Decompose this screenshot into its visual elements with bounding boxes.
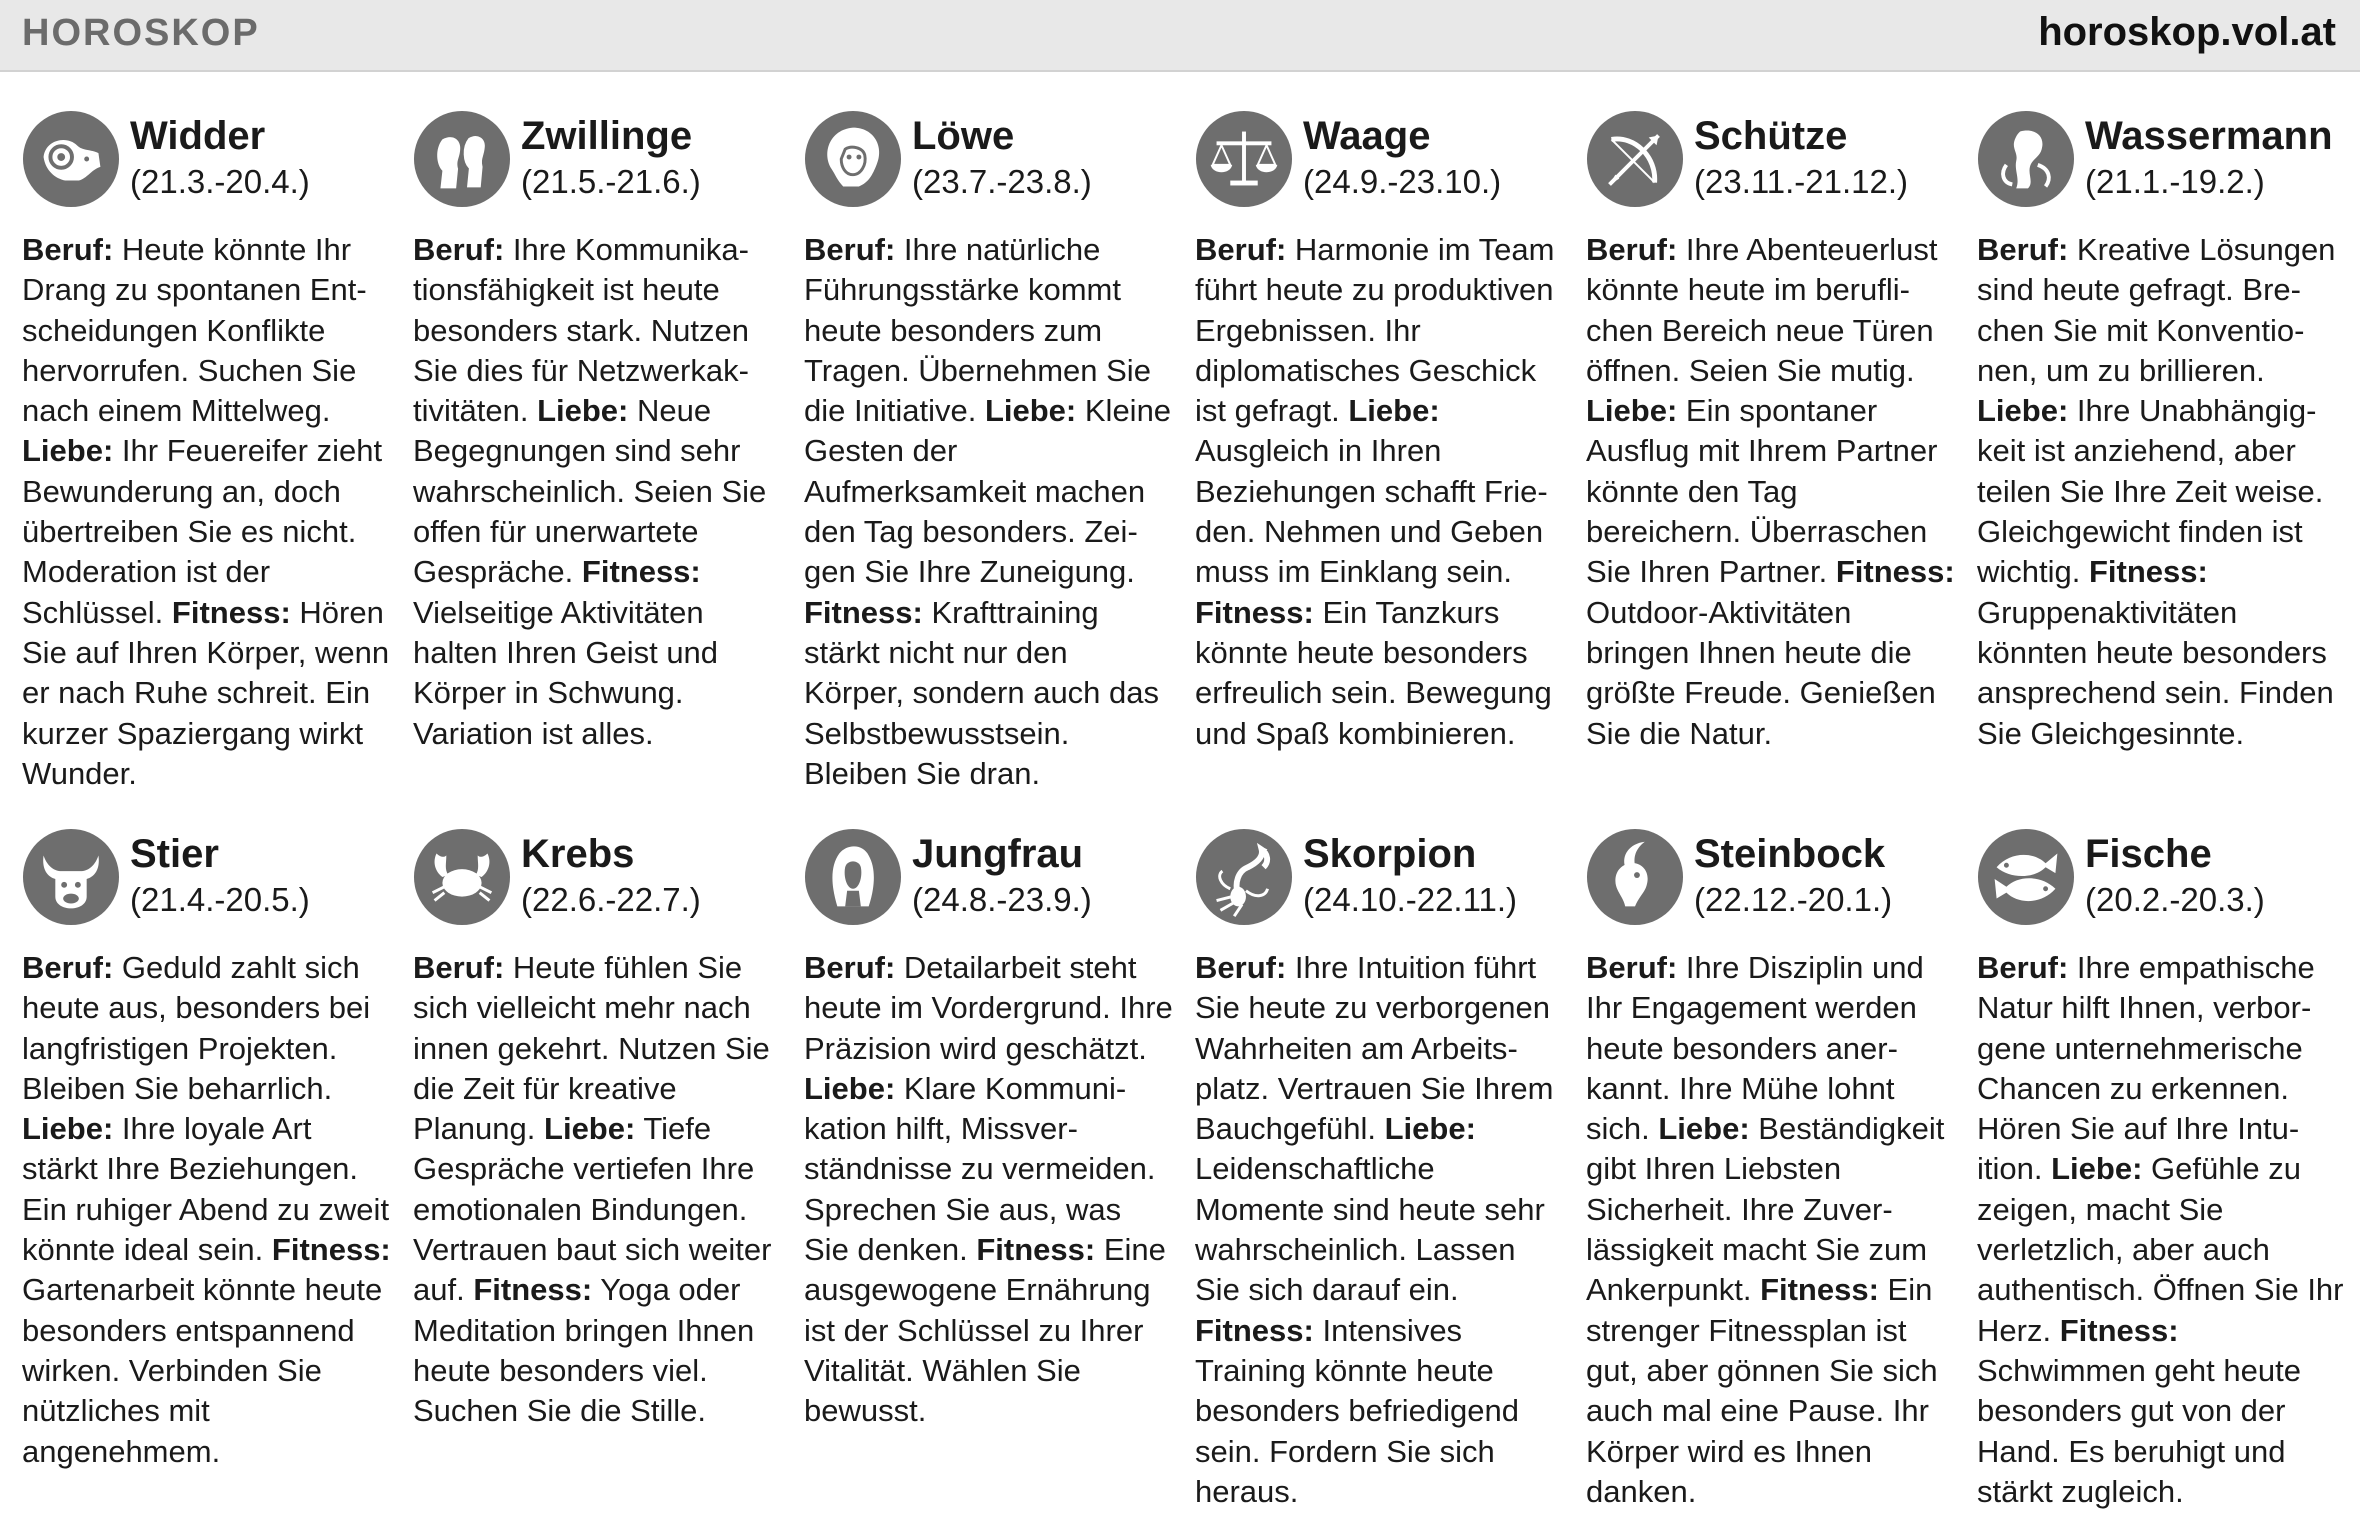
sign-card-fische [1977,828,2347,1512]
beruf-label: Beruf: [413,232,505,267]
beruf-label: Beruf: [22,950,114,985]
sign-text [1977,948,2347,1512]
fitness-label: Fitness: [271,1232,391,1268]
archer-icon [1586,110,1684,208]
sign-card-steinbock [1586,828,1956,1512]
liebe-text: Neue Begegnungen sind sehr wahrscheinlich. Seien Sie offen für unerwartete Gespräche. [413,393,767,590]
liebe-label: Liebe: [2051,1151,2143,1187]
liebe-text: Ihre loyale Art stärkt Ihre Beziehungen. Ein ruhiger Abend zu zweit könnte ideal sein. [22,1111,390,1268]
site-url-link[interactable]: horoskop.vol.at [2038,10,2336,54]
sign-text [413,230,783,754]
sign-text [1586,230,1956,754]
beruf-label: Beruf: [804,950,896,985]
beruf-text: Ihre natürliche Führungsstärke kommt heute besonders zum Tragen. Übernehmen Sie die Initiative. [804,232,1151,429]
sign-dates: (21.3.-20.4.) [130,163,310,200]
liebe-label: Liebe: [804,1070,896,1106]
water-bearer-icon [1977,110,2075,208]
beruf-label: Beruf: [1586,232,1678,267]
bull-icon [22,828,120,926]
sign-text [413,948,783,1432]
fitness-label: Fitness: [581,554,701,590]
sign-dates: (24.10.-22.11.) [1303,881,1518,918]
liebe-label: Liebe: [22,1111,114,1147]
beruf-text: Ihre Intuition führt Sie heute zu verborgenen Wahrheiten am Arbeitsplatz. Vertrauen Sie Ihrem Bauchgefühl. [1195,950,1554,1147]
beruf-text: Harmonie im Team führt heute zu produktiven Ergebnissen. Ihr diplomatisches Geschick ist gefragt. [1195,232,1555,429]
twins-icon [413,110,511,208]
sign-text [804,948,1174,1432]
maiden-icon [804,828,902,926]
beruf-text: Ihre Kommunikationsfähigkeit ist heute besonders stark. Nutzen Sie dies für Netzwerkaktivitäten. [413,232,750,429]
sign-card-zwillinge [413,110,783,754]
sign-card-jungfrau [804,828,1174,1432]
liebe-text: Ihr Feuereifer zieht Bewunderung an, doch übertreiben Sie es nicht. Moderation ist der Schlüssel. [22,433,383,630]
beruf-label: Beruf: [1977,950,2069,985]
sign-text [804,230,1174,794]
scorpion-icon [1195,828,1293,926]
beruf-text: Ihre Abenteuerlust könnte heute im beruflichen Bereich neue Türen öffnen. Seien Sie mutig. [1586,232,1938,388]
fitness-label: Fitness: [976,1232,1096,1268]
sign-text [1977,230,2347,754]
sign-name: Fische [2085,832,2212,876]
sign-card-krebs [413,828,783,1432]
liebe-text: Gefühle zu zeigen, macht Sie verletzlich, aber auch authentisch. Öffnen Sie Ihr Herz. [1977,1151,2344,1348]
beruf-text: Ihre empathische Natur hilft Ihnen, verborgene unternehmerische Chancen zu erkennen. Hören Sie auf Ihre Intuition. [1977,950,2315,1187]
scales-icon [1195,110,1293,208]
sign-name: Zwillinge [521,114,693,158]
sign-dates: (21.1.-19.2.) [2085,163,2265,200]
sign-card-loewe [804,110,1174,794]
lion-icon [804,110,902,208]
liebe-text: Leidenschaftliche Momente sind heute sehr wahrscheinlich. Lassen Sie sich darauf ein. [1195,1151,1545,1308]
liebe-text: Ihre Unabhängigkeit ist anziehend, aber teilen Sie Ihre Zeit weise. Gleichgewicht finden ist wichtig. [1977,393,2324,590]
sign-text [1195,230,1565,754]
liebe-text: Kleine Gesten der Aufmerksamkeit machen den Tag besonders. Zeigen Sie Ihre Zuneigung. [804,393,1172,590]
liebe-label: Liebe: [537,393,629,429]
liebe-label: Liebe: [1977,393,2069,429]
fitness-text: Vielseitige Aktivitäten halten Ihren Geist und Körper in Schwung. Variation ist alles. [413,594,719,751]
liebe-text: Beständigkeit gibt Ihren Liebsten Sicherheit. Ihre Zuverlässigkeit macht Sie zum Ankerpunkt. [1586,1111,1945,1308]
fitness-label: Fitness: [804,594,923,630]
liebe-label: Liebe: [544,1111,636,1147]
fitness-text: Gartenarbeit könnte heute besonders entspannend wirken. Verbinden Sie nützliches mit angenehmem. [22,1272,383,1469]
fitness-text: Eine ausgewogene Ernährung ist der Schlüssel zu Ihrer Vitalität. Wählen Sie bewusst. [804,1232,1166,1429]
liebe-label: Liebe: [984,393,1077,429]
beruf-text: Heute fühlen Sie sich vielleicht mehr nach innen gekehrt. Nutzen Sie die Zeit für kreative Planung. [413,950,770,1147]
sign-card-skorpion [1195,828,1565,1512]
beruf-label: Beruf: [804,232,896,267]
sign-name: Skorpion [1303,832,1477,876]
sign-text [1195,948,1565,1512]
fitness-label: Fitness: [1835,554,1955,590]
fitness-text: Outdoor-Aktivitäten bringen Ihnen heute die größte Freude. Genießen Sie die Natur. [1586,594,1936,751]
section-title: HOROSKOP [22,12,260,54]
liebe-text: Klare Kommunikation hilft, Missverständnisse zu vermeiden. Sprechen Sie aus, was Sie denken. [804,1070,1156,1268]
beruf-label: Beruf: [22,232,114,267]
sign-dates: (21.4.-20.5.) [130,881,310,918]
sign-text [22,948,392,1472]
sign-dates: (23.11.-21.12.) [1694,163,1909,200]
beruf-text: Heute könnte Ihr Drang zu spontanen Entscheidungen Konflikte hervorrufen. Suchen Sie nach einem Mittelweg. [22,232,367,429]
beruf-label: Beruf: [413,950,505,985]
fitness-text: Hören Sie auf Ihren Körper, wenn er nach Ruhe schreit. Ein kurzer Spaziergang wirkt Wunder. [22,594,390,791]
liebe-label: Liebe: [22,433,114,469]
beruf-text: Detailarbeit steht heute im Vordergrund. Ihre Präzision wird geschätzt. [804,950,1173,1066]
sign-text [1586,948,1956,1512]
sign-name: Schütze [1694,114,1848,158]
fitness-label: Fitness: [1760,1272,1879,1308]
sign-text [22,230,392,794]
page-header [0,0,2360,72]
crab-icon [413,828,511,926]
liebe-label: Liebe: [1658,1111,1750,1147]
liebe-label: Liebe: [1586,393,1678,429]
ram-icon [22,110,120,208]
sign-dates: (22.6.-22.7.) [521,881,701,918]
fitness-label: Fitness: [1195,1312,1314,1348]
fitness-text: Ein strenger Fitnessplan ist gut, aber gönnen Sie sich auch mal eine Pause. Ihr Körper wird es Ihnen danken. [1586,1272,1938,1509]
fitness-text: Gruppenaktivitäten könnten heute besonders ansprechend sein. Finden Sie Gleichgesinnte. [1977,594,2334,751]
capricorn-icon [1586,828,1684,926]
fitness-text: Intensives Training könnte heute besonders befriedigend sein. Fordern Sie sich heraus. [1195,1312,1520,1509]
liebe-label: Liebe: [1348,393,1440,429]
fitness-label: Fitness: [171,594,291,630]
beruf-text: Kreative Lösungen sind heute gefragt. Brechen Sie mit Konventionen, um zu brillieren. [1977,232,2336,388]
liebe-text: Tiefe Gespräche vertiefen Ihre emotionalen Bindungen. Vertrauen baut sich weiter auf. [413,1111,772,1308]
sign-card-schuetze [1586,110,1956,754]
fitness-text: Schwimmen geht heute besonders gut von der Hand. Es beruhigt und stärkt zugleich. [1977,1352,2301,1509]
sign-card-widder [22,110,392,794]
sign-name: Steinbock [1694,832,1886,876]
sign-name: Waage [1303,114,1431,158]
sign-card-stier [22,828,392,1472]
beruf-label: Beruf: [1586,950,1678,985]
sign-name: Stier [130,832,219,876]
fitness-label: Fitness: [473,1272,593,1308]
sign-card-waage [1195,110,1565,754]
sign-dates: (24.9.-23.10.) [1303,163,1502,200]
sign-name: Widder [130,114,266,158]
liebe-text: Ein spontaner Ausflug mit Ihrem Partner könnte den Tag bereichern. Überraschen Sie Ihren Partner. [1586,393,1938,590]
fitness-text: Ein Tanzkurs könnte heute besonders erfreulich sein. Bewegung und Spaß kombinieren. [1195,594,1552,751]
sign-name: Krebs [521,832,635,876]
liebe-label: Liebe: [1384,1111,1476,1147]
fitness-text: Yoga oder Meditation bringen Ihnen heute besonders viel. Suchen Sie die Stille. [413,1272,755,1429]
fitness-text: Krafttraining stärkt nicht nur den Körper, sondern auch das Selbstbewusstsein. Bleiben Sie dran. [804,594,1160,791]
beruf-label: Beruf: [1977,232,2069,267]
fish-icon [1977,828,2075,926]
sign-card-wassermann [1977,110,2347,754]
beruf-label: Beruf: [1195,232,1287,267]
sign-name: Jungfrau [912,832,1084,876]
fitness-label: Fitness: [2089,554,2208,590]
sign-dates: (23.7.-23.8.) [912,163,1092,200]
beruf-label: Beruf: [1195,950,1287,985]
sign-name: Wassermann [2085,114,2333,158]
beruf-text: Ihre Disziplin und Ihr Engagement werden heute besonders anerkannt. Ihre Mühe lohnt sich. [1586,950,1924,1147]
liebe-text: Ausgleich in Ihren Beziehungen schafft Frieden. Nehmen und Geben muss im Einklang sein. [1195,433,1548,590]
sign-name: Löwe [912,114,1015,158]
beruf-text: Geduld zahlt sich heute aus, besonders bei langfristigen Projekten. Bleiben Sie beharrlich. [22,950,371,1106]
sign-dates: (20.2.-20.3.) [2085,881,2265,918]
sign-dates: (21.5.-21.6.) [521,163,701,200]
sign-dates: (24.8.-23.9.) [912,881,1092,918]
sign-dates: (22.12.-20.1.) [1694,881,1893,918]
fitness-label: Fitness: [2059,1312,2179,1348]
fitness-label: Fitness: [1195,594,1314,630]
